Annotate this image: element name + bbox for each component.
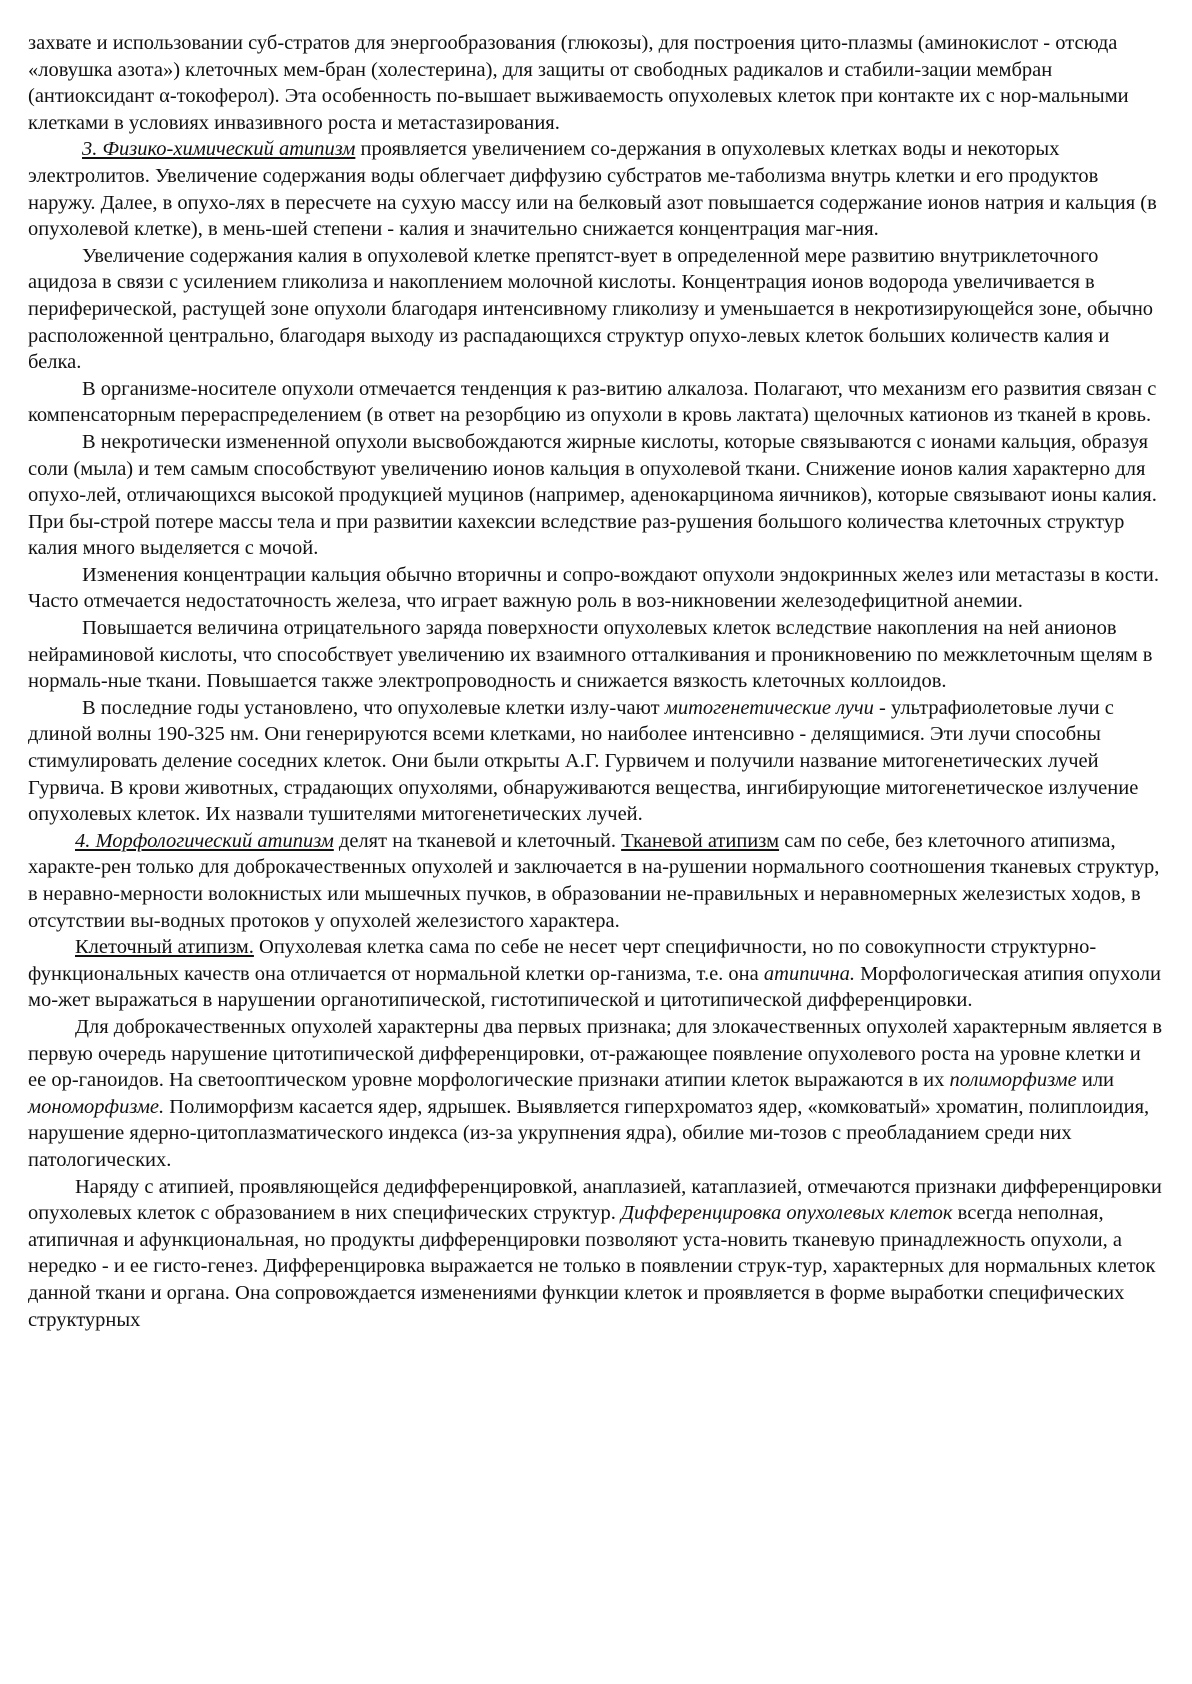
text-span: Морфологическая атипия опухоли мо-жет выражаться в нарушении органотипической, гистотипической и цитотипической дифференцировки. xyxy=(28,962,1161,1012)
paragraph-1 xyxy=(28,30,1162,136)
italic-term: мономорфизме. xyxy=(28,1095,165,1118)
italic-term: Дифференцировка опухолевых клеток xyxy=(621,1202,953,1225)
text-span: Повышается величина отрицательного заряда поверхности опухолевых клеток вследствие накопления на ней анионов нейраминовой кислоты, что способствует увеличению их взаимного отталкивания и проникновению по межклеточным щелям в нормаль-ные ткани. Повышается также электропроводность и снижается вязкость клеточных коллоидов. xyxy=(28,617,1153,693)
text-span: сам по себе, без клеточного атипизма, характе-рен только для доброкачественных опухолей и заключается в на-рушении нормального соотношения тканевых структур, в неравно-мерности волокнистых или мышечных пучков, в образовании не-правильных и неравномерных железистых ходов, в отсутствии вы-водных протоков у опухолей железистого характера. xyxy=(28,829,1160,932)
text-span: Наряду с атипией, проявляющейся дедифференцировкой, анаплазией, катаплазией, отмечаются признаки дифференцировки опухолевых клеток с образованием в них специфических структур. xyxy=(28,1175,1162,1225)
text-span: Опухолевая клетка сама по себе не несет черт специфичности, но по совокупности структурно-функциональных качеств она отличается от нормальной клетки ор-ганизма, т.е. она xyxy=(28,936,1097,985)
section-heading-physicochemical: 3. Физико-химический атипизм xyxy=(82,138,356,161)
underlined-term: Тканевой атипизм xyxy=(621,829,780,852)
underlined-term: Клеточный атипизм. xyxy=(75,936,254,959)
text-span: Для доброкачественных опухолей характерны два первых признака; для злокачественных опухолей характерным является в первую очередь нарушение цитотипической дифференцировки, от-ражающее появление опухолевого роста на уровне клетки и ее ор-ганоидов. На светооптическом уровне морфологические признаки атипии клеток выражаются в их xyxy=(28,1015,1163,1092)
text-span: В некротически измененной опухоли высвобождаются жирные кислоты, которые связываются с ионами кальция, образуя соли (мыла) и тем самым способствуют увеличению ионов кальция в опухолевой ткани. Снижение ионов калия характерно для опухо-лей, отличающихся высокой продукцией муцинов (например, аденокарцинома яичников), которые связывают ионы калия. При бы-строй потере массы тела и при развитии кахексии вследствие раз-рушения большого количества клеточных структур калия много выделяется с мочой. xyxy=(28,430,1157,560)
section-heading-morphological: 4. Морфологический атипизм xyxy=(75,829,334,852)
text-span: Полиморфизм касается ядер, ядрышек. Выявляется гиперхроматоз ядер, «комковатый» хроматин, полиплоидия, нарушение ядерно-цитоплазматического индекса (из-за укрупнения ядра), обилие ми-тозов с преобладанием среди них патологических. xyxy=(28,1095,1150,1171)
paragraph-4 xyxy=(28,376,1162,429)
paragraph-3 xyxy=(28,243,1162,376)
paragraph-5 xyxy=(28,429,1162,562)
italic-term: полиморфизме xyxy=(949,1069,1077,1092)
text-span: всегда неполная, атипичная и афункциональная, но продукты дифференцировки позволяют уста-новить тканевую принадлежность опухоли, а нередко - и ее гисто-генез. Дифференцировка выражается не только в появлении струк-тур, характерных для нормальных клеток данной ткани и органа. Она сопровождается изменениями функции клеток и проявляется в форме выработки специфических структурных xyxy=(28,1202,1156,1331)
paragraph-8 xyxy=(28,695,1162,828)
paragraph-10 xyxy=(28,934,1162,1014)
text-span: или xyxy=(1076,1069,1115,1092)
paragraph-7 xyxy=(28,615,1162,695)
text-span: захвате и использовании суб-стратов для энергообразования (глюкозы), для построения цито-плазмы (аминокислот - отсюда «ловушка азота») клеточных мем-бран (холестерина), для защиты от свободных радикалов и стабили-зации мембран (антиоксидант α-токоферол). Эта особенность по-вышает выживаемость опухолевых клеток при контакте их с нор-мальными клетками в условиях инвазивного роста и метастазирования. xyxy=(28,32,1129,134)
italic-term: митогенетические лучи xyxy=(664,696,874,719)
text-span: проявляется увеличением со-держания в опухолевых клетках воды и некоторых электролитов. Увеличение содержания воды облегчает диффузию субстратов ме-таболизма внутрь клетки и его продуктов наружу. Далее, в опухо-лях в пересчете на сухую массу или на белковый азот повышается содержание ионов натрия и кальция (в опухолевой клетке), в мень-шей степени - калия и значительно снижается концентрация маг-ния. xyxy=(28,138,1157,241)
paragraph-11 xyxy=(28,1014,1162,1174)
text-span: Изменения концентрации кальция обычно вторичны и сопро-вождают опухоли эндокринных желез или метастазы в кости. Часто отмечается недостаточность железа, что играет важную роль в воз-никновении железодефицитной анемии. xyxy=(28,563,1159,613)
paragraph-9 xyxy=(28,828,1162,934)
text-span: Увеличение содержания калия в опухолевой клетке препятст-вует в определенной мере развитию внутриклеточного ацидоза в связи с усилением гликолиза и накоплением молочной кислоты. Концентрация ионов водорода увеличивается в периферической, растущей зоне опухоли благодаря интенсивному гликолизу и уменьшается в некротизирующейся зоне, обычно расположенной центрально, благодаря выходу из распадающихся структур опухо-левых клеток больших количеств калия и белка. xyxy=(28,244,1154,374)
italic-term: атипична. xyxy=(763,962,856,985)
text-span: - ультрафиолетовые лучи с длиной волны 190-325 нм. Они генерируются всеми клетками, но наиболее интенсивно - делящимися. Эти лучи способны стимулировать деление соседних клеток. Они были открыты А.Г. Гурвичем и получили название митогенетических лучей Гурвича. В крови животных, страдающих опухолями, обнаруживаются вещества, ингибирующие митогенетическое излучение опухолевых клеток. Их назвали тушителями митогенетических лучей. xyxy=(28,696,1139,826)
paragraph-6 xyxy=(28,562,1162,615)
paragraph-12 xyxy=(28,1174,1162,1334)
paragraph-2 xyxy=(28,136,1162,242)
text-span: делят на тканевой и клеточный. xyxy=(333,829,622,852)
text-span: В организме-носителе опухоли отмечается тенденция к раз-витию алкалоза. Полагают, что механизм его развития связан с компенсаторным перераспределением (в ответ на резорбцию из опухоли в кровь лактата) щелочных катионов из тканей в кровь. xyxy=(28,377,1157,427)
text-span: В последние годы установлено, что опухолевые клетки излу-чают xyxy=(82,696,665,719)
